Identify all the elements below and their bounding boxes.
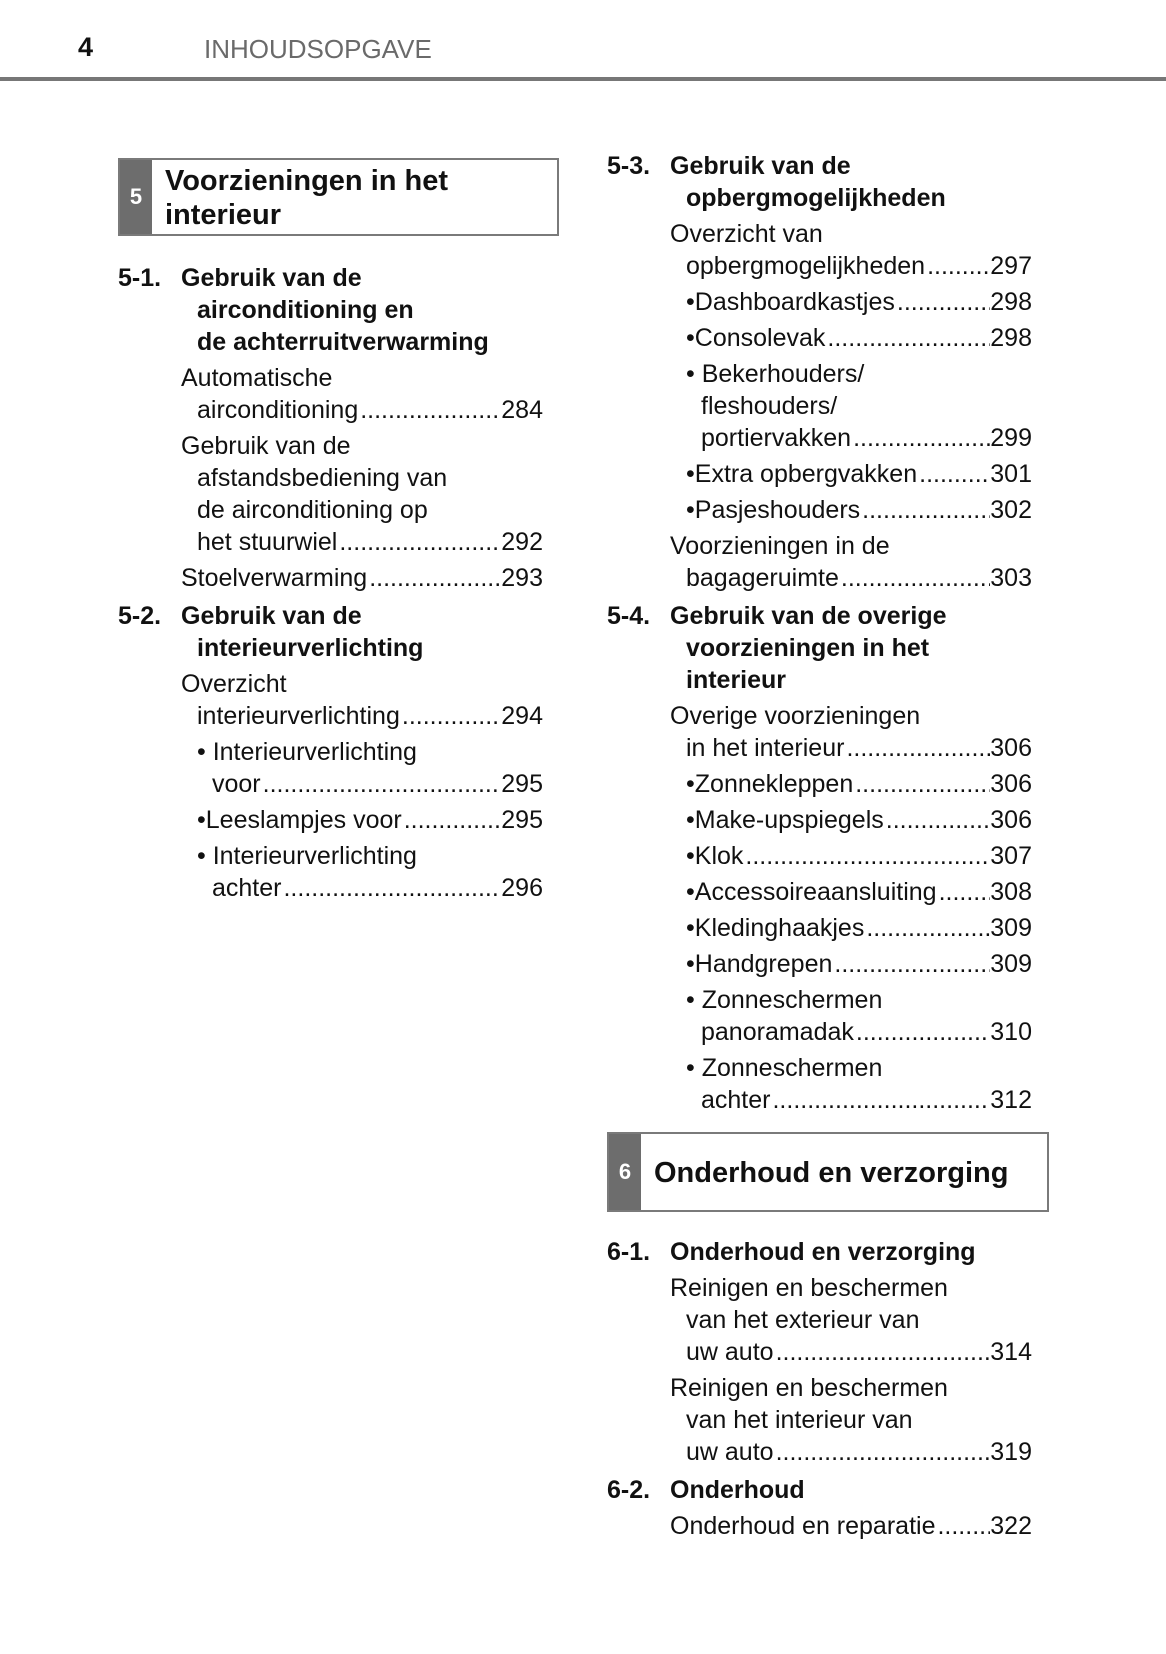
subsection-heading[interactable] [607, 1236, 1032, 1268]
entry-text: de airconditioning op [197, 496, 428, 524]
toc-entry[interactable] [607, 984, 1032, 1048]
entry-text: Bekerhouders/ [701, 360, 865, 388]
page-reference[interactable]: 307 [990, 842, 1032, 870]
entry-text: Stoelverwarming [181, 564, 368, 592]
page-reference[interactable]: 295 [501, 770, 543, 798]
toc-subsection [607, 1236, 1032, 1468]
section-number: 5 [120, 160, 152, 234]
subsection-title-line: de achterruitverwarming [197, 328, 489, 356]
entry-text: afstandsbediening van [197, 464, 448, 492]
bullet-icon: • [686, 460, 695, 488]
entry-line [686, 984, 1032, 1016]
page-reference[interactable]: 298 [990, 288, 1032, 316]
page-reference[interactable]: 296 [501, 874, 543, 902]
bullet-icon: • [197, 842, 213, 870]
entry-text: Dashboardkastjes [694, 288, 895, 316]
subsection-title-line: opbergmogelijkheden [686, 184, 946, 212]
toc-entry[interactable] [118, 804, 543, 836]
page-header-title: INHOUDSOPGAVE [204, 34, 432, 64]
entry-text: Reinigen en beschermen [670, 1374, 948, 1402]
entry-text: van het interieur van [686, 1406, 913, 1434]
entry-line [686, 286, 1032, 318]
entry-text: Overige voorzieningen [670, 702, 921, 730]
entry-line [181, 430, 543, 462]
toc-entry[interactable] [607, 1372, 1032, 1468]
entry-line [686, 948, 1032, 980]
bullet-icon: • [686, 288, 695, 316]
toc-entry[interactable] [607, 1510, 1032, 1542]
entry-text: Klok [694, 842, 744, 870]
entry-line [670, 1436, 1032, 1468]
entry-line [686, 1016, 1032, 1048]
entry-line [181, 526, 543, 558]
entry-line [670, 1372, 1032, 1404]
entry-text: opbergmogelijkheden [686, 252, 926, 280]
dot-leader [400, 700, 501, 732]
toc-entry[interactable] [607, 358, 1032, 454]
dot-leader [358, 394, 501, 426]
dot-leader [774, 1336, 991, 1368]
entry-line [181, 462, 543, 494]
dot-leader [935, 1510, 990, 1542]
subsection-title [670, 600, 947, 696]
entry-text: portiervakken [701, 424, 852, 452]
section-title-line: Voorzieningen in het [165, 165, 449, 197]
bullet-icon: • [686, 842, 695, 870]
subsection-number: 5-3. [607, 152, 651, 180]
entry-text: uw auto [686, 1438, 774, 1466]
subsection-title-line: interieurverlichting [197, 634, 424, 662]
right-column [607, 150, 1032, 1542]
entry-text: Overzicht van [670, 220, 823, 248]
subsection-heading[interactable] [607, 150, 1032, 214]
header-divider [0, 77, 1166, 81]
entry-text: Overzicht [181, 670, 287, 698]
entry-line [181, 562, 543, 594]
dot-leader [367, 562, 501, 594]
subsection-title-line: voorzieningen in het [686, 634, 930, 662]
page-reference[interactable]: 310 [990, 1018, 1032, 1046]
entry-line [181, 394, 543, 426]
entry-line [181, 494, 543, 526]
toc-entry[interactable] [607, 218, 1032, 282]
toc-entry[interactable] [607, 1272, 1032, 1368]
entry-text: Gebruik van de [181, 432, 351, 460]
entry-text: voor [212, 770, 261, 798]
toc-subsection [607, 150, 1032, 594]
dot-leader [832, 948, 990, 980]
entry-text: Extra opbergvakken [694, 460, 918, 488]
page-reference[interactable]: 297 [990, 252, 1032, 280]
section-title-line: interieur [165, 199, 282, 231]
dot-leader [825, 322, 990, 354]
entry-text: uw auto [686, 1338, 774, 1366]
toc-subsection [607, 1474, 1032, 1542]
page-reference[interactable]: 306 [990, 734, 1032, 762]
subsection-heading[interactable] [607, 1474, 1032, 1506]
subsection-number: 5-1. [118, 264, 162, 292]
subsection-heading[interactable] [118, 262, 543, 358]
entry-text: Voorzieningen in de [670, 532, 890, 560]
dot-leader [774, 1436, 991, 1468]
toc-subsection [118, 600, 543, 904]
section-title-line: Onderhoud en verzorging [654, 1157, 1009, 1189]
entry-text: Interieurverlichting [212, 738, 417, 766]
subsection-number: 6-2. [607, 1476, 651, 1504]
entry-text: Consolevak [694, 324, 826, 352]
page-reference[interactable]: 306 [990, 806, 1032, 834]
page-reference[interactable]: 301 [990, 460, 1032, 488]
page-reference[interactable]: 299 [990, 424, 1032, 452]
dot-leader [844, 732, 990, 764]
dot-leader [337, 526, 501, 558]
dot-leader [917, 458, 990, 490]
page-reference[interactable]: 322 [990, 1512, 1032, 1540]
subsection-title-line: Onderhoud en verzorging [670, 1238, 976, 1266]
page-reference[interactable]: 302 [990, 496, 1032, 524]
entry-line [670, 1304, 1032, 1336]
dot-leader [402, 804, 502, 836]
bullet-icon: • [686, 878, 695, 906]
bullet-icon: • [686, 914, 695, 942]
dot-leader [937, 876, 991, 908]
entry-line [686, 1052, 1032, 1084]
toc-entry[interactable] [607, 1052, 1032, 1116]
entry-text: achter [701, 1086, 771, 1114]
page-reference[interactable]: 306 [990, 770, 1032, 798]
toc-entry[interactable] [607, 458, 1032, 490]
subsection-number: 5-2. [118, 602, 162, 630]
subsection-title [181, 262, 489, 358]
page-reference[interactable]: 298 [990, 324, 1032, 352]
page-reference[interactable]: 294 [501, 702, 543, 730]
subsection-heading[interactable] [118, 600, 543, 664]
subsection-title-line: interieur [686, 666, 787, 694]
dot-leader [853, 768, 990, 800]
dot-leader [839, 562, 990, 594]
page-reference[interactable]: 293 [501, 564, 543, 592]
toc-entry[interactable] [607, 768, 1032, 800]
entry-line [197, 768, 543, 800]
section-number: 6 [609, 1134, 641, 1210]
entry-line [686, 876, 1032, 908]
dot-leader [851, 422, 990, 454]
entry-line [686, 458, 1032, 490]
entry-line [686, 358, 1032, 390]
entry-line [670, 732, 1032, 764]
entry-line [670, 1510, 1032, 1542]
dot-leader [884, 804, 991, 836]
toc-entry[interactable] [118, 736, 543, 800]
section-title [641, 1134, 1018, 1210]
entry-text: Automatische [181, 364, 333, 392]
entry-line [686, 912, 1032, 944]
entry-text: Zonneschermen [701, 986, 883, 1014]
entry-line [686, 804, 1032, 836]
entry-text: Zonneschermen [701, 1054, 883, 1082]
entry-line [670, 530, 1032, 562]
entry-line [686, 422, 1032, 454]
entry-text: Accessoireaansluiting [694, 878, 937, 906]
entry-text: van het exterieur van [686, 1306, 920, 1334]
dot-leader [925, 250, 990, 282]
subsection-heading[interactable] [607, 600, 1032, 696]
bullet-icon: • [686, 1054, 702, 1082]
page-reference[interactable]: 292 [501, 528, 543, 556]
entry-line [670, 1336, 1032, 1368]
subsection-title [181, 600, 423, 664]
subsection-title-line: Gebruik van de [181, 264, 362, 292]
bullet-icon: • [686, 324, 695, 352]
subsection-title-line: airconditioning en [197, 296, 414, 324]
entry-line [197, 736, 543, 768]
toc-entry[interactable] [607, 804, 1032, 836]
dot-leader [281, 872, 501, 904]
subsection-number: 6-1. [607, 1238, 651, 1266]
toc-entry[interactable] [607, 912, 1032, 944]
entry-text: Zonnekleppen [694, 770, 854, 798]
section-title [152, 160, 458, 234]
toc-entry[interactable] [118, 668, 543, 732]
entry-text: bagageruimte [686, 564, 839, 592]
page-reference[interactable]: 312 [990, 1086, 1032, 1114]
dot-leader [854, 1016, 990, 1048]
toc-list [607, 150, 1032, 1116]
page-reference[interactable]: 284 [501, 396, 543, 424]
bullet-icon: • [686, 986, 702, 1014]
toc-list [607, 1236, 1032, 1542]
bullet-icon: • [686, 806, 695, 834]
toc-entry[interactable] [118, 562, 543, 594]
toc-entry[interactable] [607, 948, 1032, 980]
entry-text: achter [212, 874, 282, 902]
entry-line [670, 700, 1032, 732]
dot-leader [743, 840, 990, 872]
section-5-header [118, 158, 559, 236]
entry-line [181, 700, 543, 732]
page-number: 4 [78, 32, 94, 62]
entry-text: Onderhoud en reparatie [670, 1512, 936, 1540]
entry-text: Make-upspiegels [694, 806, 884, 834]
entry-text: fleshouders/ [701, 392, 838, 420]
entry-line [670, 250, 1032, 282]
entry-line [670, 562, 1032, 594]
subsection-number: 5-4. [607, 602, 651, 630]
toc-subsection [118, 262, 543, 594]
toc-entry[interactable] [607, 322, 1032, 354]
entry-line [197, 872, 543, 904]
toc-entry[interactable] [607, 876, 1032, 908]
entry-line [670, 218, 1032, 250]
dot-leader [860, 494, 990, 526]
toc-entry[interactable] [607, 840, 1032, 872]
toc-entry[interactable] [118, 362, 543, 426]
bullet-icon: • [686, 770, 695, 798]
entry-text: Pasjeshouders [694, 496, 861, 524]
subsection-title-line: Gebruik van de [181, 602, 362, 630]
dot-leader [770, 1084, 990, 1116]
entry-line [686, 494, 1032, 526]
entry-line [686, 768, 1032, 800]
toc-entry[interactable] [118, 840, 543, 904]
entry-text: Interieurverlichting [212, 842, 417, 870]
entry-line [181, 362, 543, 394]
entry-text: Leeslampjes voor [205, 806, 402, 834]
section-6-header [607, 1132, 1049, 1212]
subsection-title [670, 1474, 805, 1506]
subsection-title [670, 1236, 976, 1268]
entry-text: in het interieur [686, 734, 845, 762]
entry-text: Kledinghaakjes [694, 914, 865, 942]
page-reference[interactable]: 314 [990, 1338, 1032, 1366]
page-reference[interactable]: 308 [990, 878, 1032, 906]
page-reference[interactable]: 303 [990, 564, 1032, 592]
entry-line [670, 1404, 1032, 1436]
entry-line [181, 668, 543, 700]
subsection-title-line: Onderhoud [670, 1476, 805, 1504]
toc-entry[interactable] [118, 430, 543, 558]
toc-entry[interactable] [607, 700, 1032, 764]
entry-line [670, 1272, 1032, 1304]
toc-entry[interactable] [607, 494, 1032, 526]
entry-line [197, 840, 543, 872]
subsection-title [670, 150, 946, 214]
entry-line [686, 390, 1032, 422]
subsection-title-line: Gebruik van de [670, 152, 851, 180]
subsection-title-line: Gebruik van de overige [670, 602, 947, 630]
bullet-icon: • [197, 738, 213, 766]
entry-line [686, 840, 1032, 872]
toc-subsection [607, 600, 1032, 1116]
page-reference[interactable]: 309 [990, 914, 1032, 942]
page-reference[interactable]: 319 [990, 1438, 1032, 1466]
bullet-icon: • [197, 806, 206, 834]
entry-line [686, 1084, 1032, 1116]
page-reference[interactable]: 295 [501, 806, 543, 834]
entry-text: het stuurwiel [197, 528, 338, 556]
bullet-icon: • [686, 950, 695, 978]
left-column [118, 158, 543, 904]
entry-line [686, 322, 1032, 354]
entry-line [197, 804, 543, 836]
entry-text: Handgrepen [694, 950, 833, 978]
entry-text: panoramadak [701, 1018, 854, 1046]
dot-leader [895, 286, 990, 318]
entry-text: interieurverlichting [197, 702, 400, 730]
page-reference[interactable]: 309 [990, 950, 1032, 978]
bullet-icon: • [686, 360, 702, 388]
bullet-icon: • [686, 496, 695, 524]
dot-leader [864, 912, 990, 944]
toc-list [118, 262, 543, 904]
entry-text: airconditioning [197, 396, 359, 424]
dot-leader [261, 768, 502, 800]
toc-entry[interactable] [607, 286, 1032, 318]
toc-entry[interactable] [607, 530, 1032, 594]
entry-text: Reinigen en beschermen [670, 1274, 948, 1302]
